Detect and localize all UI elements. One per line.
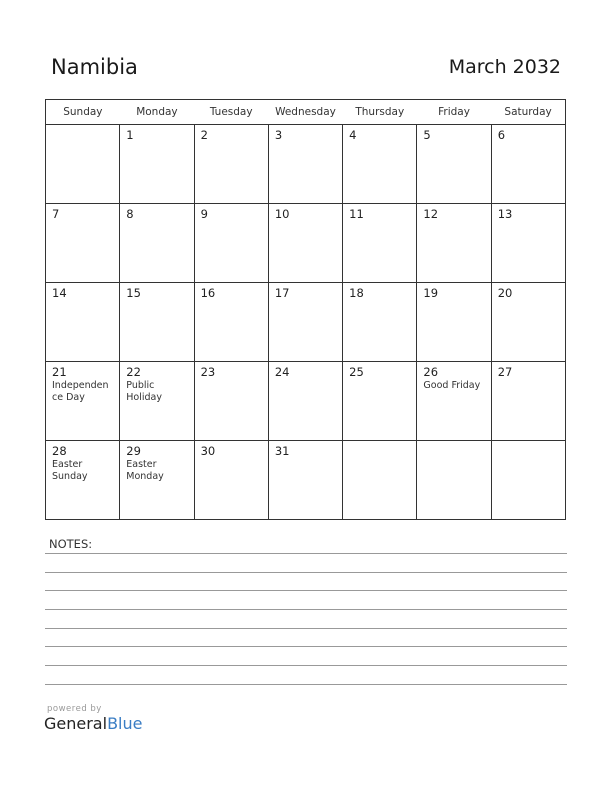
calendar-day-cell[interactable] — [194, 204, 268, 283]
calendar-week-row — [46, 362, 566, 441]
notes-label: NOTES: — [49, 537, 93, 551]
calendar-day-cell[interactable] — [417, 441, 491, 520]
calendar-day-cell[interactable] — [268, 125, 342, 204]
calendar-day-cell[interactable] — [417, 204, 491, 283]
calendar-day-cell[interactable] — [46, 125, 120, 204]
day-number: 20 — [497, 286, 513, 300]
calendar-day-cell[interactable] — [120, 441, 194, 520]
brand-name — [44, 714, 142, 733]
calendar-day-cell[interactable] — [46, 362, 120, 441]
day-number: 14 — [52, 286, 67, 300]
calendar-week-row — [46, 125, 566, 204]
holiday-label: Public Holiday — [126, 380, 162, 403]
weekday-wednesday: Wednesday — [268, 100, 342, 125]
day-number: 16 — [200, 286, 216, 300]
day-number: 27 — [497, 365, 513, 379]
day-number: 7 — [52, 207, 60, 221]
calendar-day-cell[interactable] — [120, 362, 194, 441]
weekday-thursday: Thursday — [343, 100, 417, 125]
note-line — [45, 628, 567, 629]
note-line — [45, 609, 567, 610]
calendar-grid — [45, 99, 566, 520]
day-number: 13 — [497, 207, 513, 221]
day-number: 8 — [126, 207, 134, 221]
calendar-week-row — [46, 283, 566, 362]
calendar-day-cell[interactable] — [46, 441, 120, 520]
calendar-week-row — [46, 204, 566, 283]
day-number: 12 — [423, 207, 439, 221]
calendar-day-cell[interactable] — [268, 441, 342, 520]
weekday-monday: Monday — [120, 100, 194, 125]
note-line — [45, 665, 567, 666]
day-number: 10 — [274, 207, 290, 221]
calendar-day-cell[interactable] — [268, 362, 342, 441]
calendar-day-cell[interactable] — [343, 125, 417, 204]
holiday-label: Easter Sunday — [52, 459, 88, 482]
holiday-label: Independen ce Day — [52, 380, 109, 403]
calendar-day-cell[interactable] — [194, 441, 268, 520]
day-number: 15 — [126, 286, 141, 300]
note-line — [45, 572, 567, 573]
day-number: 30 — [200, 444, 216, 458]
calendar-day-cell[interactable] — [343, 362, 417, 441]
calendar-day-cell[interactable] — [491, 441, 565, 520]
calendar-day-cell[interactable] — [343, 441, 417, 520]
calendar-day-cell[interactable] — [491, 362, 565, 441]
day-number: 26 — [423, 365, 439, 379]
calendar-day-cell[interactable] — [120, 283, 194, 362]
day-number: 28 — [52, 444, 67, 458]
calendar-day-cell[interactable] — [417, 362, 491, 441]
day-number: 21 — [52, 365, 67, 379]
note-line — [45, 590, 567, 591]
day-number: 19 — [423, 286, 439, 300]
day-number: 18 — [349, 286, 364, 300]
calendar-month-title: March 2032 — [448, 56, 561, 78]
day-number: 2 — [200, 128, 208, 142]
day-number: 3 — [274, 128, 283, 142]
day-number: 1 — [126, 128, 134, 142]
calendar-day-cell[interactable] — [343, 283, 417, 362]
weekday-tuesday: Tuesday — [194, 100, 268, 125]
calendar-day-cell[interactable] — [417, 125, 491, 204]
day-number: 25 — [349, 365, 364, 379]
weekday-friday: Friday — [417, 100, 491, 125]
calendar-day-cell[interactable] — [120, 125, 194, 204]
day-number: 29 — [126, 444, 141, 458]
brand-blue: Blue — [107, 714, 143, 733]
calendar-day-cell[interactable] — [194, 125, 268, 204]
note-line — [45, 684, 567, 685]
day-number: 22 — [126, 365, 141, 379]
day-number: 24 — [274, 365, 290, 379]
calendar-day-cell[interactable] — [343, 204, 417, 283]
calendar-day-cell[interactable] — [194, 362, 268, 441]
calendar-day-cell[interactable] — [491, 283, 565, 362]
weekday-saturday: Saturday — [491, 100, 565, 125]
calendar-day-cell[interactable] — [120, 204, 194, 283]
day-number: 5 — [423, 128, 431, 142]
calendar-day-cell[interactable] — [194, 283, 268, 362]
calendar-day-cell[interactable] — [491, 125, 565, 204]
generalblue-logo[interactable] — [44, 704, 142, 733]
note-line — [45, 553, 567, 554]
calendar-day-cell[interactable] — [46, 204, 120, 283]
day-number: 17 — [274, 286, 290, 300]
weekday-header-row — [46, 100, 566, 125]
holiday-label: Good Friday — [423, 380, 481, 391]
calendar-day-cell[interactable] — [417, 283, 491, 362]
calendar-day-cell[interactable] — [491, 204, 565, 283]
day-number: 9 — [200, 207, 208, 221]
brand-general: General — [44, 714, 108, 733]
day-number: 31 — [274, 444, 290, 458]
holiday-label: Easter Monday — [126, 459, 164, 482]
day-number: 6 — [497, 128, 506, 142]
calendar-day-cell[interactable] — [268, 283, 342, 362]
calendar-day-cell[interactable] — [46, 283, 120, 362]
calendar-week-row — [46, 441, 566, 520]
powered-by-text: powered by — [47, 704, 102, 714]
calendar-country-title: Namibia — [51, 55, 138, 79]
note-line — [45, 646, 567, 647]
day-number: 11 — [349, 207, 364, 221]
weekday-sunday: Sunday — [46, 100, 120, 125]
day-number: 4 — [349, 128, 357, 142]
day-number: 23 — [200, 365, 216, 379]
calendar-day-cell[interactable] — [268, 204, 342, 283]
